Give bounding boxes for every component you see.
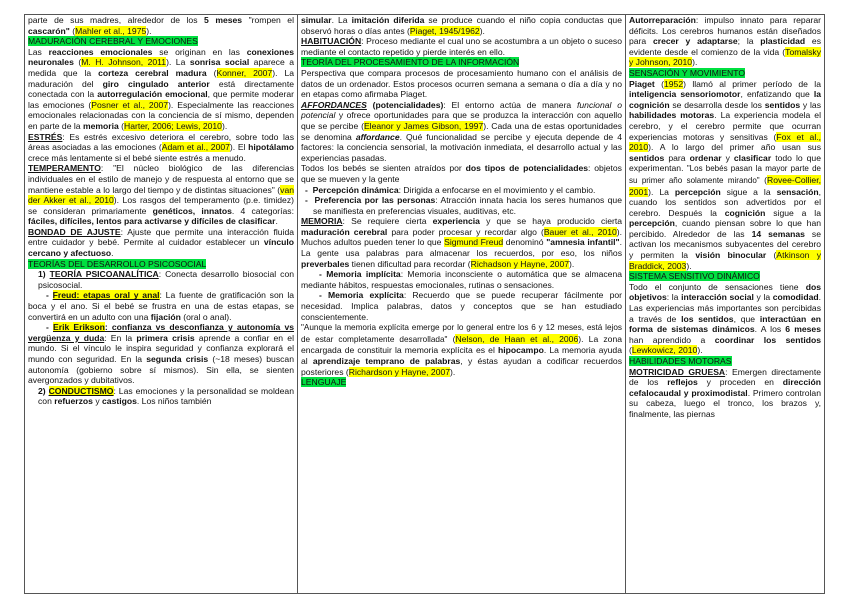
paragraph: parte de sus madres, alrededor de los 5 meses "rompen el cascarón" (Mahler et al., 1975). <box>28 15 294 36</box>
paragraph: MEMORIA: Se requiere cierta experiencia y que se haya producido cierta maduración cerebral para poder procesar y recordar algo (Bauer et al., 2010). Muchos adultos pueden tener lo que Sigmund Freud denominó "amnesia infantil". La gente usa palabras para almacenar los recuerdos, por eso, los niños preverbales tienen dificultad para recordar (Richadson y Hayne, 2007). <box>301 216 623 269</box>
paragraph: Todo el conjunto de sensaciones tiene dos objetivos: la interacción social y la comodidad. Las experiencias más importantes son percibidas a través de los sentidos, que interactúan en forma de sistemas dinámicos. A los 6 meses han aprendido a coordinar los sentidos (Lewkowicz, 2010). <box>629 281 821 356</box>
section-heading: SISTEMA SENSITIVO DINÁMICO <box>629 271 760 282</box>
term: Erik Erikson <box>53 322 105 333</box>
paragraph: Todos los bebés se sienten atraídos por dos tipos de potencialidades: objetos que se mueven y la gente <box>301 163 622 184</box>
term: HABITUACIÓN <box>301 36 362 47</box>
section-heading: LENGUAJE <box>301 377 347 388</box>
quote: "Los bebés pasan la mayor parte de su primer año solamente mirando" <box>629 164 821 185</box>
citation: Rovee-Collier, 2001 <box>629 174 821 197</box>
paragraph: - Freud: etapas oral y anal: La fuente de gratificación son la boca y el ano. Si el bebé se frustra en una de estas etapas, se convertirá en un adulto con una fijación (oral o anal). <box>28 290 295 322</box>
section-heading: HABILIDADES MOTORAS <box>629 356 732 366</box>
paragraph: BONDAD DE AJUSTE: Ajuste que permite una interacción fluida entre cuidador y bebé. Permite al cuidador establecer un vínculo cercano y afectuoso. <box>28 226 295 259</box>
paragraph: MOTRICIDAD GRUESA: Emergen directamente de los reflejos y proceden en dirección cefalocaudal y proximodistal. Primero controlan su cabeza, luego el tronco, los brazos y, finalmente, las piernas <box>629 366 821 419</box>
citation: Eleanor y James Gibson, 1997 <box>363 120 484 131</box>
section-heading: TEORÍA DEL PROCESAMIENTO DE LA INFORMACIÓN <box>301 57 520 68</box>
list-item: - Preferencia por las personas: Atracción innata hacia los seres humanos que se manifiesta en preferencias visuales, auditivas, etc. <box>305 195 622 216</box>
citation: Richardson y Hayne, 2007 <box>348 366 451 377</box>
paragraph: - Memoria implícita: Memoria inconsciente o automática que se almacena mediante hábitos, respuestas emocionales, rutinas o sensaciones. <box>301 269 623 290</box>
term: TEMPERAMENTO <box>28 163 101 174</box>
term: TEORÍA PSICOANALÍTICA <box>49 269 159 280</box>
paragraph: HABITUACIÓN: Proceso mediante el cual uno se acostumbra a un objeto o suceso mediante el contacto repetido y pierde interés en ello. <box>301 36 622 57</box>
column-3 <box>626 15 825 594</box>
paragraph: "Aunque la memoria explícita emerge por lo general entre los 6 y 12 meses, está lejos de estar completamente desarrollada" (Nelson, de Haan et al., 2006). La zona encargada de constituir la memoria explícita es el hipocampo. La memoria ayuda al aprendizaje temprano de palabras, y éstas ayudan a codificar recuerdos posteriores (Richardson y Hayne, 2007). <box>301 323 623 377</box>
citation: Posner et al., 2007 <box>91 99 169 110</box>
citation: Mahler et al., 1975 <box>75 25 147 36</box>
citation: Richadson y Hayne, 2007 <box>470 258 570 269</box>
citation: Adam et al., 2007 <box>161 142 230 153</box>
paragraph: simular. La imitación diferida se produce cuando el niño copia conductas que observó horas o días antes (Piaget, 1945/1962). <box>301 15 622 36</box>
paragraph: - Erik Erikson: confianza vs desconfianza y autonomía vs vergüenza y duda: En la primera crisis aprende a confiar en el mundo. Si el vínculo le inspira seguridad y confianza explorará el mundo con seguridad. En la segunda crisis (~18 meses) buscan autonomía (gobierno sobre sí mismos). Sin ella, se sienten avergonzados y dubitativos. <box>28 322 295 386</box>
paragraph: Autorreparación: impulso innato para reparar déficits. Los cerebros humanos están diseñados para crecer y adaptarse; la plasticidad es evidente desde el comienzo de la vida (Tomalsky y Johnson, 2010). <box>629 15 821 68</box>
paragraph: 1) TEORÍA PSICOANALÍTICA: Conecta desarrollo biosocial con psicosocial. <box>38 269 295 290</box>
paragraph: 2) CONDUCTISMO: Las emociones y la personalidad se moldean con refuerzos y castigos. Los niños también <box>38 385 294 407</box>
section-heading: TEORÍAS DEL DESARROLLO PSICOSOCIAL <box>28 258 207 269</box>
quote: "Aunque la memoria explícita emerge por lo general entre los 6 y 12 meses, está lejos de estar completamente desarrollada" <box>301 323 622 344</box>
term: ESTRÉS <box>28 131 63 142</box>
section-heading: MADURACIÓN CEREBRAL Y EMOCIONES <box>28 36 198 47</box>
term: MOTRICIDAD GRUESA <box>629 366 726 377</box>
paragraph: - Memoria explícita: Recuerdo que se puede recuperar fácilmente por necesidad. Implica palabras, datos y conceptos que se han estudiado conscientemente. <box>301 290 623 322</box>
citation: Tomalsky y Johnson, 2010 <box>629 46 821 68</box>
citation: Atkinson y Braddick, 2003 <box>629 250 821 271</box>
citation: Harter, 2006; Lewis, 2010 <box>124 120 222 131</box>
paragraph: Perspectiva que compara procesos de procesamiento humano con el análisis de datos de un ordenador. Estos procesos ocurren semana a semana o día a día y no en etapas como afirmaba Piaget. <box>301 67 622 100</box>
term: MEMORIA <box>301 216 343 227</box>
column-1 <box>25 15 298 594</box>
section-heading: SENSACIÓN Y MOVIMIENTO <box>629 67 746 78</box>
citation: Sigmund Freud <box>444 237 504 248</box>
citation: Nelson, de Haan et al., 2006 <box>455 333 579 344</box>
citation: Lewkowicz, 2010 <box>631 345 698 356</box>
three-column-notes <box>24 14 825 594</box>
citation: M. H. Johnson, 2011 <box>81 57 167 68</box>
citation: 1952 <box>664 78 684 89</box>
citation: Piaget, 1945/1962 <box>409 25 480 36</box>
citation: Bauer et al., 2010 <box>543 226 617 237</box>
citation: Konner, 2007 <box>216 67 273 78</box>
paragraph: Piaget (1952) llamó al primer período de la inteligencia sensoriomotor, enfatizando que la cognición se desarrolla desde los sentidos y las habilidades motoras. La experiencia modela el cerebro, y el cerebro permite que ocurran experiencias motoras y sensitivas (Fox et al., 2010). A lo largo del primer año usan sus sentidos para ordenar y clasificar todo lo que experimentan. "Los bebés pasan la mayor parte de su primer año solamente mirando" (Rovee-Collier, 2001). La percepción sigue a la sensación, cuando los sentidos son advertidos por el cerebro. Después la cognición sigue a la percepción, cuando piensan sobre lo que han percibido. Alrededor de las 14 semanas se activan los mecanismos subyacentes del cerebro y permiten la visión binocular (Atkinson y Braddick, 2003). <box>629 78 822 271</box>
citation: Fox et al., 2010 <box>629 131 821 153</box>
paragraph: Las reacciones emocionales se originan en las conexiones neuronales (M. H. Johnson, 2011). La sonrisa social aparece a medida que la corteza cerebral madura (Konner, 2007). La maduración del giro cingulado anterior está directamente conectada con la autorregulación emocional, que permite moderar las emociones (Posner et al., 2007). Especialmente las reacciones emocionales relacionadas con la conciencia de sí mismo, dependen en parte de la memoria (Harter, 2006; Lewis, 2010). <box>28 46 295 131</box>
list-item: - Percepción dinámica: Dirigida a enfocarse en el movimiento y el cambio. <box>305 184 596 195</box>
paragraph: AFFORDANCES (potencialidades): El entorno actúa de manera funcional o potencial y ofrece oportunidades para que se produzca la interacción con aquello que se percibe (Eleanor y James Gibson, 1997). Cada una de estas oportunidades se denomina affordance. Qué funcionalidad se percibe y ejecuta depende de 4 factores: la conciencia sensorial, la motivación inmediata, el desarrollo actual y las experiencias pasadas. <box>301 99 623 163</box>
column-2 <box>298 15 626 594</box>
citation: van der Akker et al., 2010 <box>28 184 294 206</box>
term: AFFORDANCES <box>301 99 367 110</box>
term: CONDUCTISMO <box>48 385 114 396</box>
paragraph: TEMPERAMENTO: "El núcleo biológico de las diferencias individuales en el estilo de manejo y de respuesta al entorno que se mantiene estable a lo largo del tiempo y de distintas situaciones" (van der Akker et al., 2010). Los rasgos del temperamento (p.e. timidez) se consideran primariamente genéticos, innatos. 4 categorías: fáciles, difíciles, lentos para activarse y difíciles de clasificar. <box>28 163 294 227</box>
term: BONDAD DE AJUSTE <box>28 226 121 237</box>
paragraph: ESTRÉS: Es estrés excesivo deteriora el cerebro, sobre todo las áreas asociadas a las emociones (Adam et al., 2007). El hipotálamo crece más lentamente si el bebé siente estrés a menudo. <box>28 131 294 163</box>
term: Freud: etapas oral y anal <box>52 290 160 301</box>
